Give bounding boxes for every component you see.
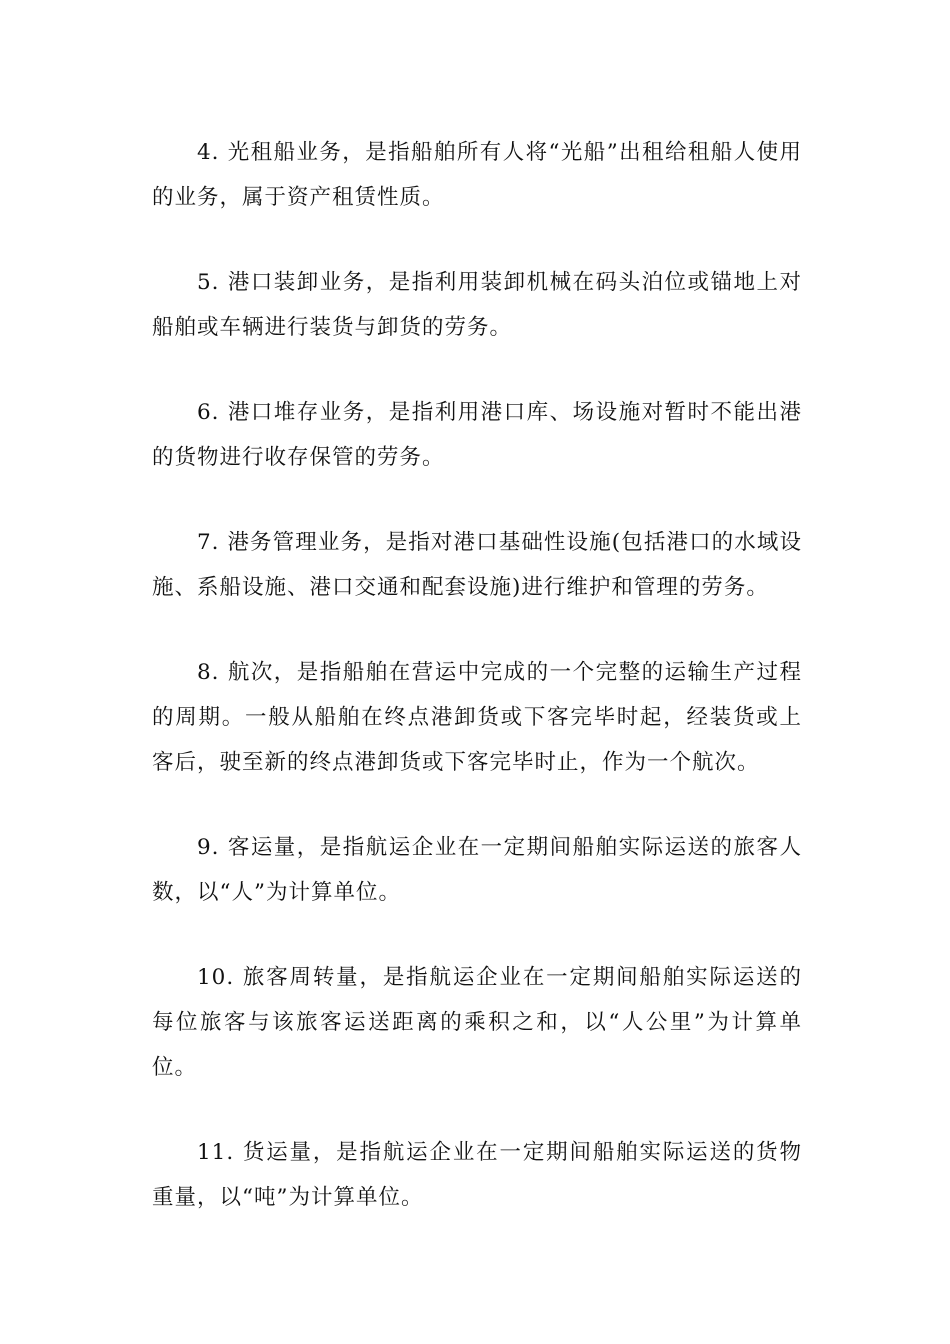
document-body xyxy=(152,130,802,1260)
paragraph-5: 5. 港口装卸业务，是指利用装卸机械在码头泊位或锚地上对船舶或车辆进行装货与卸货的劳务。 xyxy=(152,270,802,340)
paragraph-10: 10. 旅客周转量，是指航运企业在一定期间船舶实际运送的每位旅客与该旅客运送距离的乘积之和，以“人公里”为计算单位。 xyxy=(152,965,802,1080)
paragraph-6: 6. 港口堆存业务，是指利用港口库、场设施对暂时不能出港的货物进行收存保管的劳务。 xyxy=(152,400,802,470)
paragraph-9: 9. 客运量，是指航运企业在一定期间船舶实际运送的旅客人数，以“人”为计算单位。 xyxy=(152,835,802,905)
paragraph-7: 7. 港务管理业务，是指对港口基础性设施(包括港口的水域设施、系船设施、港口交通和配套设施)进行维护和管理的劳务。 xyxy=(152,530,802,600)
paragraph-11: 11. 货运量，是指航运企业在一定期间船舶实际运送的货物重量，以“吨”为计算单位。 xyxy=(152,1140,802,1210)
paragraph-4: 4. 光租船业务，是指船舶所有人将“光船”出租给租船人使用的业务，属于资产租赁性质。 xyxy=(152,140,802,210)
paragraph-8: 8. 航次，是指船舶在营运中完成的一个完整的运输生产过程的周期。一般从船舶在终点港卸货或下客完毕时起，经装货或上客后，驶至新的终点港卸货或下客完毕时止，作为一个航次。 xyxy=(152,660,802,775)
